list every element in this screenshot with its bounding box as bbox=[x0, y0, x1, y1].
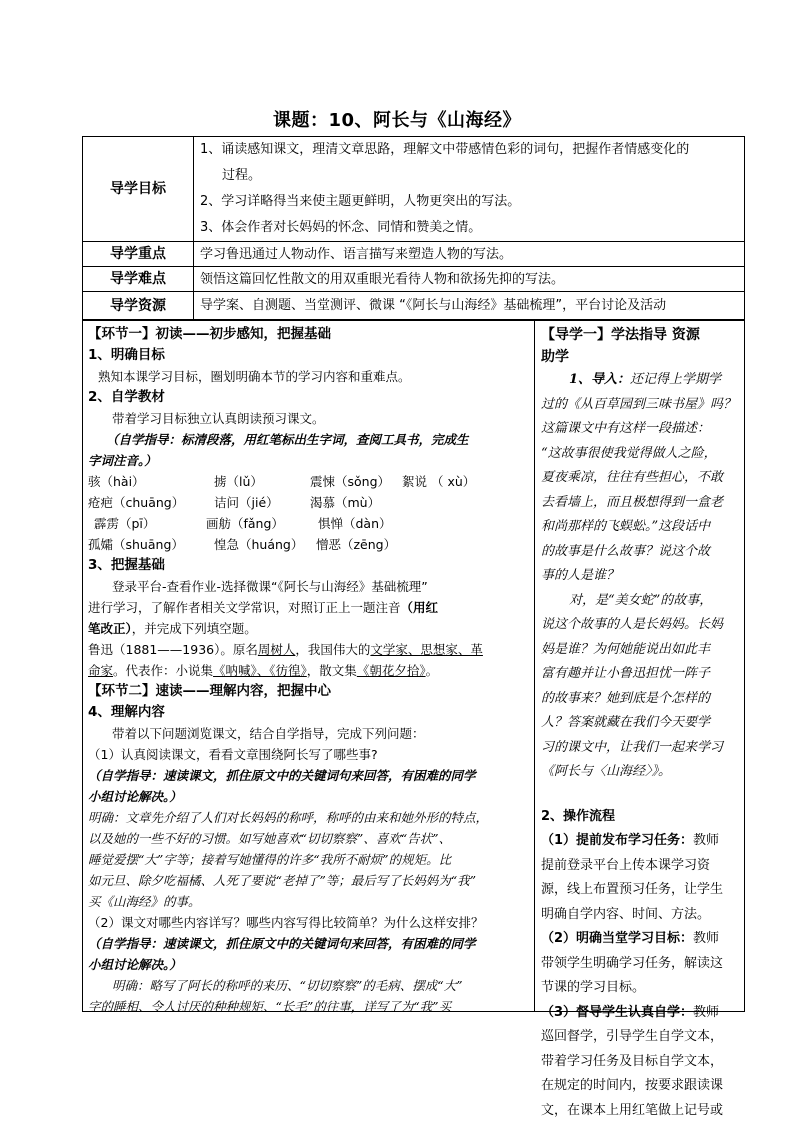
intro-line bbox=[541, 368, 738, 393]
luxun-text: ，散文集 bbox=[306, 663, 357, 678]
pinyin-item: 霹雳（pī） bbox=[94, 516, 156, 531]
flow-step-label: （3）督导学生认真自学： bbox=[541, 1004, 694, 1020]
intro-line: 人？答案就藏在我们今天要学 bbox=[541, 715, 711, 730]
flow-heading: 2、操作流程 bbox=[541, 808, 616, 824]
flow-step-label: （2）明确当堂学习目标： bbox=[541, 931, 694, 946]
guide-1-title-line-1: 【导学一】学法指导 资源 bbox=[541, 327, 700, 343]
pinyin-item: 孤孀（shuāng） bbox=[88, 537, 184, 552]
step-4-heading: 4、理解内容 bbox=[88, 704, 165, 720]
flow-step-text: 教师 bbox=[693, 1004, 720, 1020]
goal-line-2: 过程。 bbox=[222, 168, 262, 183]
pinyin-item: 疮疤（chuāng） bbox=[88, 495, 185, 510]
answer-2-line-1: 明确：略写了阿长的称呼的来历、“切切察察”的毛病、摆成“大” bbox=[112, 978, 463, 993]
flow-line: 带领学生明确学习任务，解读这 bbox=[541, 955, 724, 971]
step-4-text: 带着以下问题浏览课文，结合自学指导，完成下列问题： bbox=[112, 726, 425, 741]
luxun-text: 。代表作：小说集 bbox=[113, 663, 214, 678]
intro-line: 对，是“美女蛇”的故事， bbox=[569, 592, 713, 608]
intro-line: 妈是谁？为何她能说出如此丰 bbox=[541, 641, 711, 657]
luxun-answer: 《呐喊》、《彷徨》 bbox=[213, 663, 307, 678]
pinyin-item: 震悚（sǒng） bbox=[310, 474, 391, 489]
spacer bbox=[541, 785, 738, 805]
luxun-answer: 文学家、思想家、革 bbox=[370, 642, 483, 657]
step-2-guide-line-1: （自学指导：标清段落，用红笔标出生字词，查阅工具书，完成生 bbox=[106, 432, 469, 447]
goal-line-1: 1、诵读感知课文，理清文章思路，理解文中带感情色彩的词句，把握作者情感变化的 bbox=[200, 142, 690, 157]
answer-1-line-5: 买《山海经》的事。 bbox=[88, 894, 201, 909]
step-3-text-line-3 bbox=[88, 618, 530, 639]
difficulty-content: 领悟这篇回忆性散文的用双重眼光看待人物和欲扬先抑的写法。 bbox=[194, 267, 745, 292]
luxun-answer: 周树人 bbox=[257, 642, 296, 657]
luxun-text: 。 bbox=[425, 663, 439, 678]
luxun-text: 鲁迅（1881——1936）。原名 bbox=[88, 642, 258, 657]
pinyin-item: 画舫（fǎng） bbox=[206, 516, 284, 531]
key-content: 学习鲁迅通过人物动作、语言描写来塑造人物的写法。 bbox=[194, 242, 745, 267]
question-2-guide-line-1: （自学指导：速读课文，抓住原文中的关键词句来回答，有困难的同学 bbox=[88, 936, 476, 951]
intro-line: 的故事来？她到底是个怎样的 bbox=[541, 690, 711, 706]
goals-content bbox=[194, 137, 745, 242]
flow-step-text: 教师 bbox=[693, 931, 720, 946]
pinyin-row-1 bbox=[88, 471, 530, 492]
step-3-text-line-2 bbox=[88, 597, 530, 618]
flow-line: 明确自学内容、时间、方法。 bbox=[541, 906, 711, 922]
pinyin-row-4 bbox=[88, 534, 530, 555]
pinyin-item: 掳（lǔ） bbox=[214, 474, 263, 489]
flow-line: 带着学习任务及目标自学文本， bbox=[541, 1053, 724, 1069]
left-column bbox=[83, 321, 535, 1014]
main-content-table bbox=[82, 320, 745, 1118]
luxun-text: ，我国伟大的 bbox=[295, 642, 371, 657]
intro-text: 还记得上学期学 bbox=[630, 372, 722, 387]
step-3-heading: 3、把握基础 bbox=[88, 557, 165, 573]
intro-line: 这篇课文中有这样一段描述： bbox=[541, 421, 711, 436]
question-2-guide-line-2: 小组讨论解决。） bbox=[88, 957, 182, 972]
answer-1-line-2: 以及她的一些不好的习惯。如写她喜欢“切切察察”、喜欢“告状”、 bbox=[88, 831, 452, 846]
intro-line: 的故事是什么故事？说这个故 bbox=[541, 543, 711, 559]
luxun-fill-line-1 bbox=[88, 639, 530, 660]
flow-line: 在规定的时间内，按要求跟读课 bbox=[541, 1078, 724, 1093]
step-3-text-line-1: 登录平台-查看作业-选择微课“《阿长与山海经》基础梳理” bbox=[112, 579, 428, 594]
luxun-answer: 《朝花夕拾》 bbox=[356, 663, 426, 678]
flow-line bbox=[541, 1001, 738, 1026]
pinyin-item: 憎恶（zēng） bbox=[316, 537, 397, 552]
difficulty-label: 导学难点 bbox=[83, 267, 194, 292]
flow-line: 节课的学习目标。 bbox=[541, 980, 646, 995]
step-2-heading: 2、自学教材 bbox=[88, 389, 165, 405]
question-1-guide-line-1: （自学指导：速读课文，抓住原文中的关键词句来回答，有困难的同学 bbox=[88, 768, 476, 783]
flow-step-label: （1）提前发布学习任务： bbox=[541, 833, 694, 848]
question-1-guide-line-2: 小组讨论解决。） bbox=[88, 789, 182, 804]
intro-line: 事的人是谁？ bbox=[541, 568, 620, 583]
pinyin-row-2 bbox=[88, 492, 530, 513]
flow-line: 源，线上布置预习任务，让学生 bbox=[541, 882, 724, 897]
question-1: （1）认真阅读课文，看看文章围绕阿长写了哪些事? bbox=[88, 747, 378, 762]
goal-line-4: 3、体会作者对长妈妈的怀念、同情和赞美之情。 bbox=[200, 220, 482, 235]
flow-step-text: 教师 bbox=[693, 833, 720, 848]
step-2-text: 带着学习目标独立认真朗读预习课文。 bbox=[112, 411, 325, 426]
goal-line-3: 2、学习详略得当来使主题更鲜明，人物更突出的写法。 bbox=[200, 194, 521, 209]
intro-line: “这故事很使我觉得做人之险， bbox=[541, 445, 717, 461]
step-3-text-bold: （用红 bbox=[400, 600, 439, 615]
intro-line: 过的《从百草园到三味书屋》吗？ bbox=[541, 396, 737, 412]
resources-label: 导学资源 bbox=[83, 292, 194, 320]
right-column bbox=[535, 321, 744, 1118]
luxun-fill-line-2 bbox=[88, 660, 530, 681]
flow-line bbox=[541, 927, 738, 952]
lesson-title: 课题：10、阿长与《山海经》 bbox=[272, 110, 522, 131]
guide-header-table bbox=[82, 136, 745, 320]
luxun-answer: 命家 bbox=[88, 663, 114, 678]
answer-1-line-1: 明确：文章先介绍了人们对长妈妈的称呼，称呼的由来和她外形的特点， bbox=[88, 810, 489, 825]
step-1-text: 熟知本课学习目标，圈划明确本节的学习内容和重难点。 bbox=[98, 369, 411, 384]
intro-label: 1、导入： bbox=[569, 372, 631, 387]
step-1-heading: 1、明确目标 bbox=[88, 347, 165, 363]
section-1-title: 【环节一】初读——初步感知，把握基础 bbox=[88, 326, 331, 342]
resources-content: 导学案、自测题、当堂测评、微课 “《阿长与山海经》基础梳理”，平台讨论及活动 bbox=[194, 292, 745, 320]
guide-1-title-line-2: 助学 bbox=[541, 349, 569, 365]
answer-2-line-2: 字的睡相、令人讨厌的种种规矩、“长毛”的往事，详写了为“我”买 bbox=[88, 999, 452, 1014]
intro-line: 去看墙上，而且极想得到一盒老 bbox=[541, 494, 724, 510]
intro-line: 说这个故事的人是长妈妈。长妈 bbox=[541, 617, 724, 632]
step-3-text-part: 进行学习，了解作者相关文学常识，对照订正上一题注音 bbox=[88, 600, 401, 615]
key-label: 导学重点 bbox=[83, 242, 194, 267]
question-2: （2）课文对哪些内容详写？哪些内容写得比较简单？为什么这样安排？ bbox=[88, 915, 484, 930]
answer-1-line-4: 如元旦、除夕吃福橘、人死了要说“老掉了”等；最后写了长妈妈为“我” bbox=[88, 873, 477, 888]
step-3-text-part: ，并完成下列填空题。 bbox=[131, 621, 257, 636]
flow-line: 巡回督学，引导学生自学文本， bbox=[541, 1029, 724, 1044]
pinyin-item: 惶急（huáng） bbox=[214, 537, 304, 552]
intro-line: 《阿长与〈山海经〉》。 bbox=[541, 764, 672, 779]
section-2-title: 【环节二】速读——理解内容，把握中心 bbox=[88, 683, 331, 699]
intro-line: 和尚那样的飞蜈蚣。”这段话中 bbox=[541, 519, 711, 534]
flow-line: 提前登录平台上传本课学习资 bbox=[541, 857, 711, 873]
pinyin-item: 诘问（jié） bbox=[214, 495, 279, 510]
pinyin-item: 惧惮（dàn） bbox=[318, 516, 392, 531]
intro-line: 习的课文中，让我们一起来学习 bbox=[541, 739, 724, 755]
step-2-guide-line-2: 字词注音。） bbox=[88, 453, 157, 468]
pinyin-item: 絮说 （ xù） bbox=[402, 474, 476, 489]
flow-line bbox=[541, 829, 738, 854]
pinyin-item: 骇（hài） bbox=[88, 474, 145, 489]
intro-line: 富有趣并让小鲁迅担忧一阵子 bbox=[541, 666, 711, 681]
step-3-text-bold: 笔改正） bbox=[88, 621, 132, 636]
answer-1-line-3: 睡觉爱摆“大”字等；接着写她懂得的许多“我所不耐烦”的规矩。比 bbox=[88, 852, 452, 867]
intro-line: 夏夜乘凉，往往有些担心，不敢 bbox=[541, 470, 724, 485]
goals-label: 导学目标 bbox=[83, 137, 194, 242]
pinyin-item: 渴慕（mù） bbox=[310, 495, 381, 510]
flow-line: 文，在课本上用红笔做上记号或 bbox=[541, 1102, 724, 1118]
pinyin-row-3 bbox=[88, 513, 530, 534]
